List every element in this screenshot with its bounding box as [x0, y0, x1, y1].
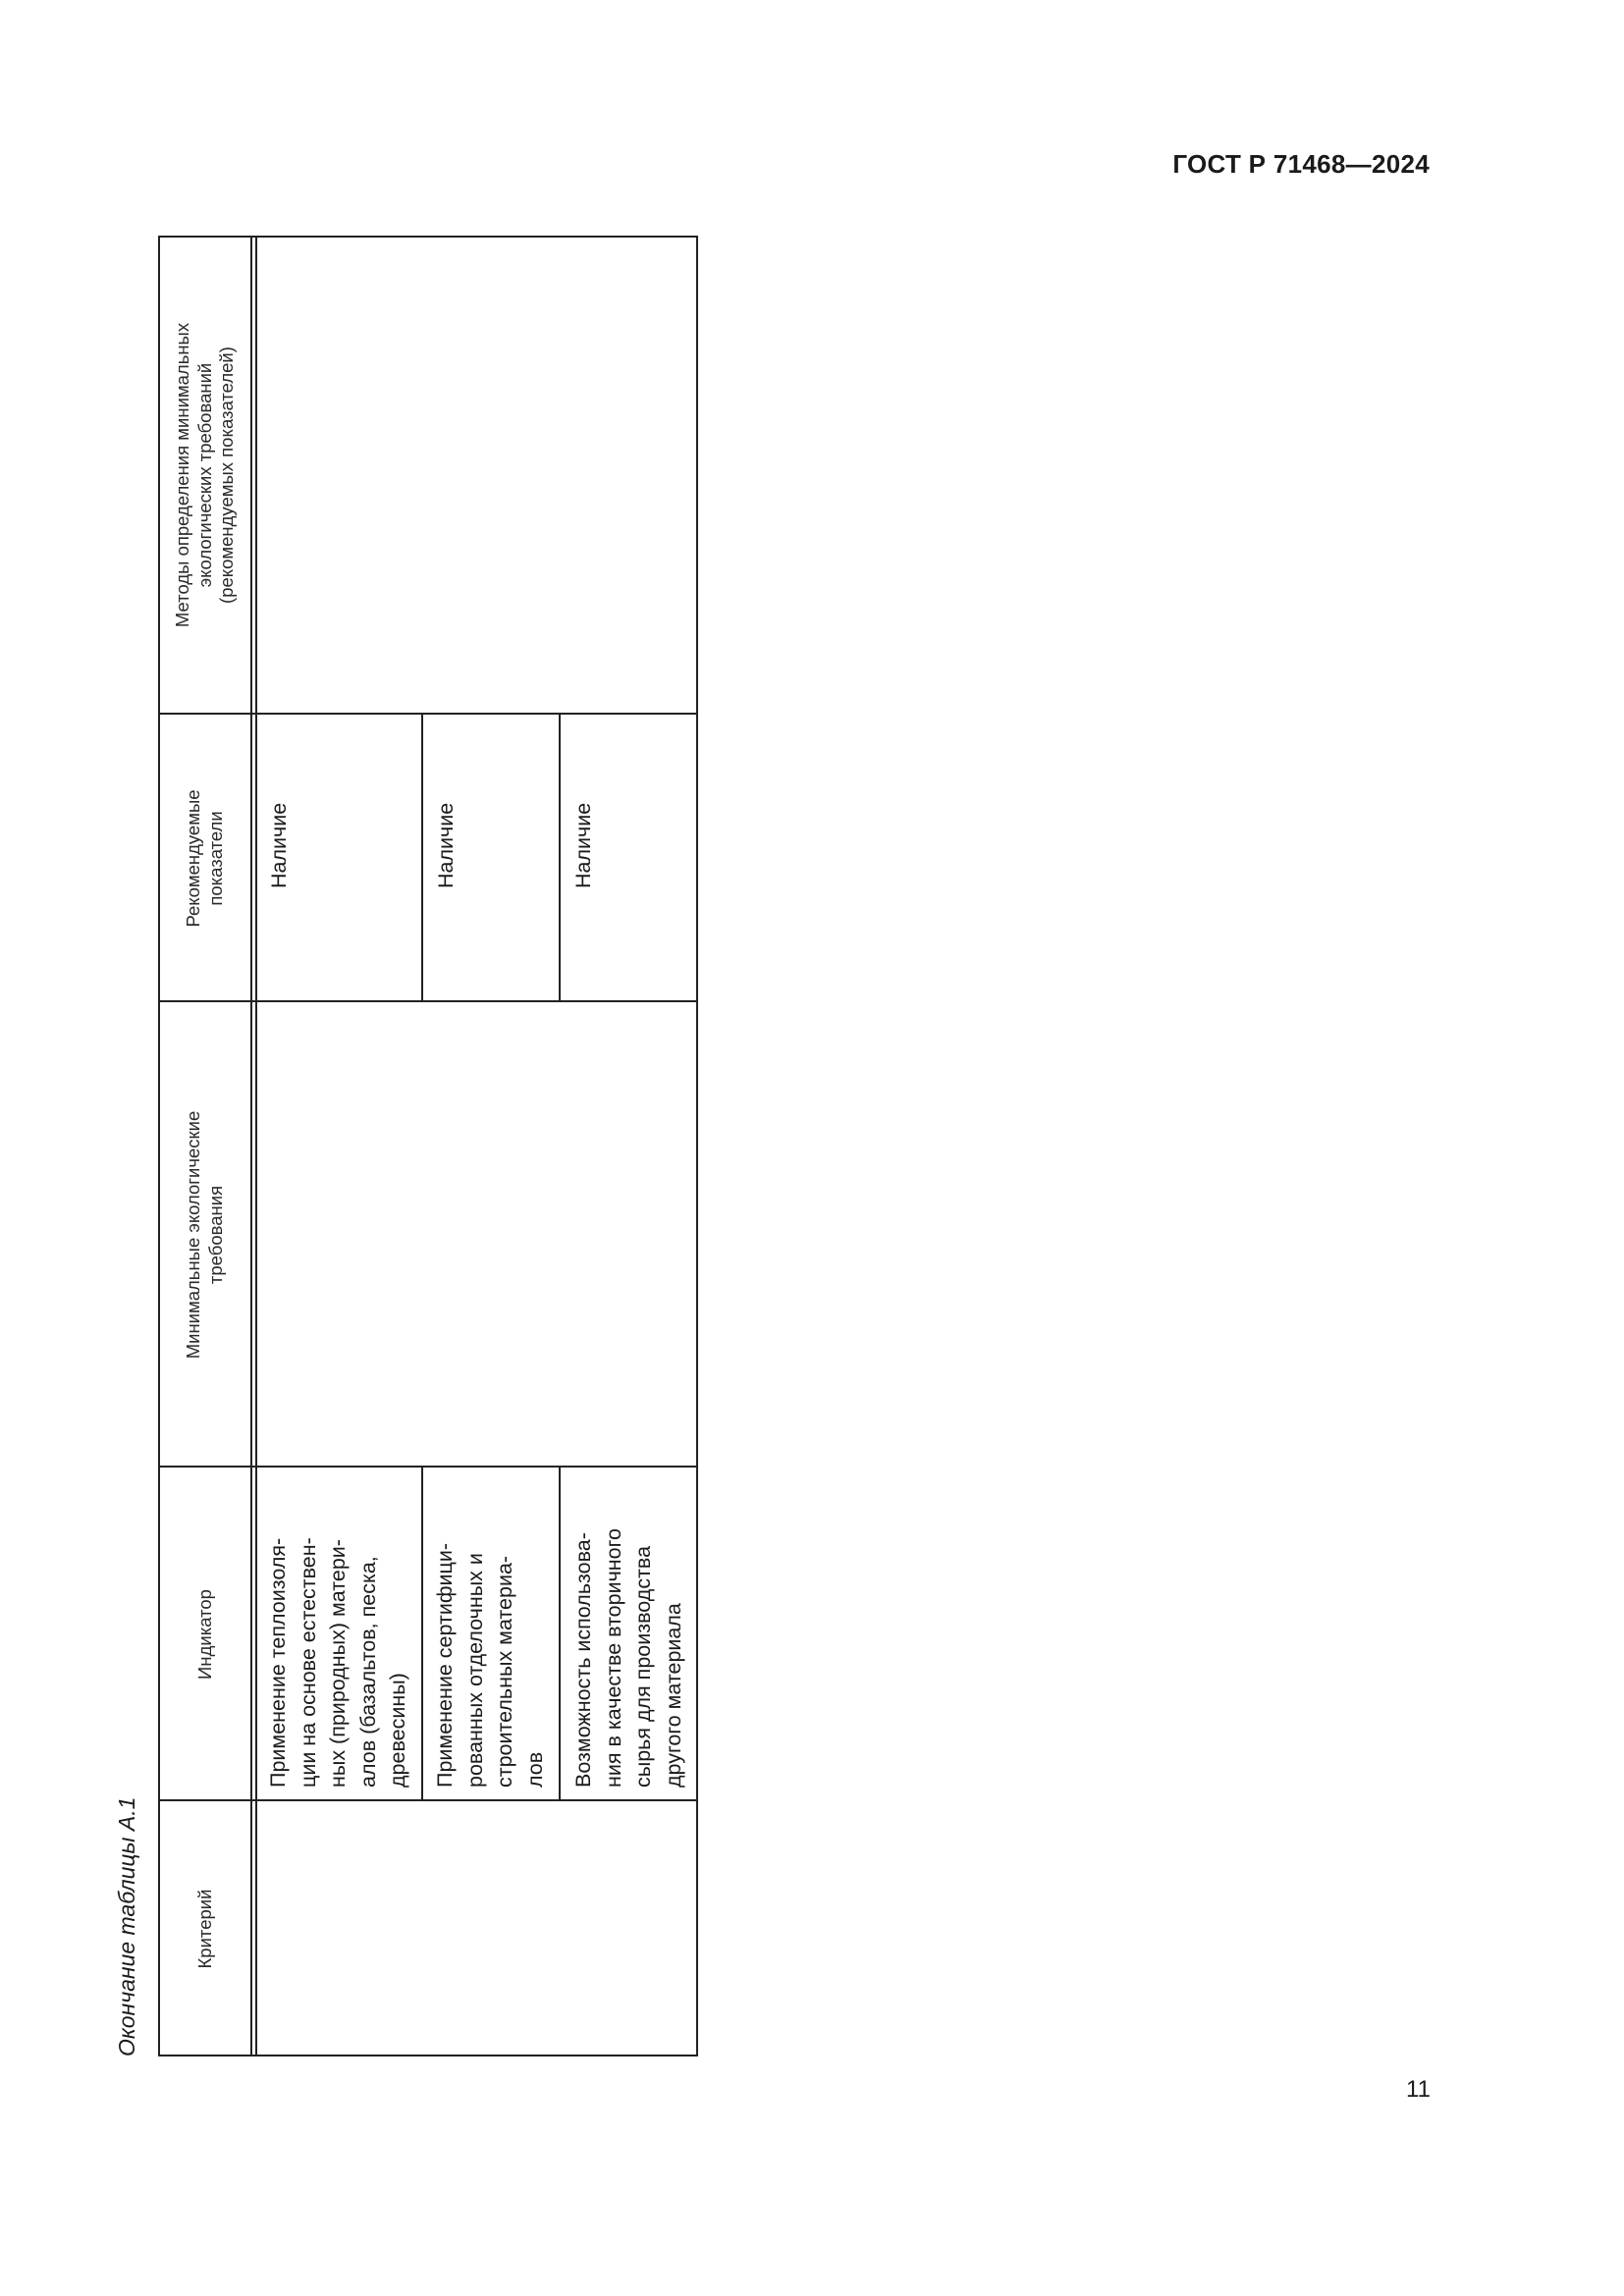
column-header-indicator: Индикатор [193, 1589, 215, 1680]
column-header-recommended: Рекомендуемые показатели [183, 789, 226, 928]
column-header-methods: Методы определения минимальных экологических требований (рекомендуемых показателей) [172, 322, 238, 628]
standard-designation: ГОСТ Р 71468—2024 [1172, 149, 1430, 179]
recommended-cell: Наличие [434, 802, 458, 888]
rotated-table [158, 236, 698, 2056]
column-header-criterion: Критерий [193, 1889, 215, 1969]
indicator-cell: Применение сертифици- рованных отделочных и строительных материа- лов [433, 1542, 547, 1788]
indicator-cell: Возможность использова- ния в качестве вторичного сырья для производства другого материала [571, 1528, 685, 1788]
row-divider [559, 1468, 561, 1801]
recommended-cell: Наличие [571, 802, 595, 888]
column-header-minimal-requirements: Минимальные экологические требования [183, 1110, 226, 1360]
row-divider [421, 1468, 423, 1801]
table-continuation-caption: Окончание таблицы А.1 [114, 1796, 139, 2056]
row-divider [559, 713, 561, 1002]
header-separator-line-2 [255, 236, 257, 2056]
page-number: 11 [1406, 2076, 1431, 2103]
row-divider [421, 713, 423, 1002]
indicator-cell: Применение теплоизоля- ции на основе естествен- ных (природных) матери- алов (базальтов, песка, древесины) [266, 1537, 410, 1788]
recommended-cell: Наличие [267, 802, 291, 888]
